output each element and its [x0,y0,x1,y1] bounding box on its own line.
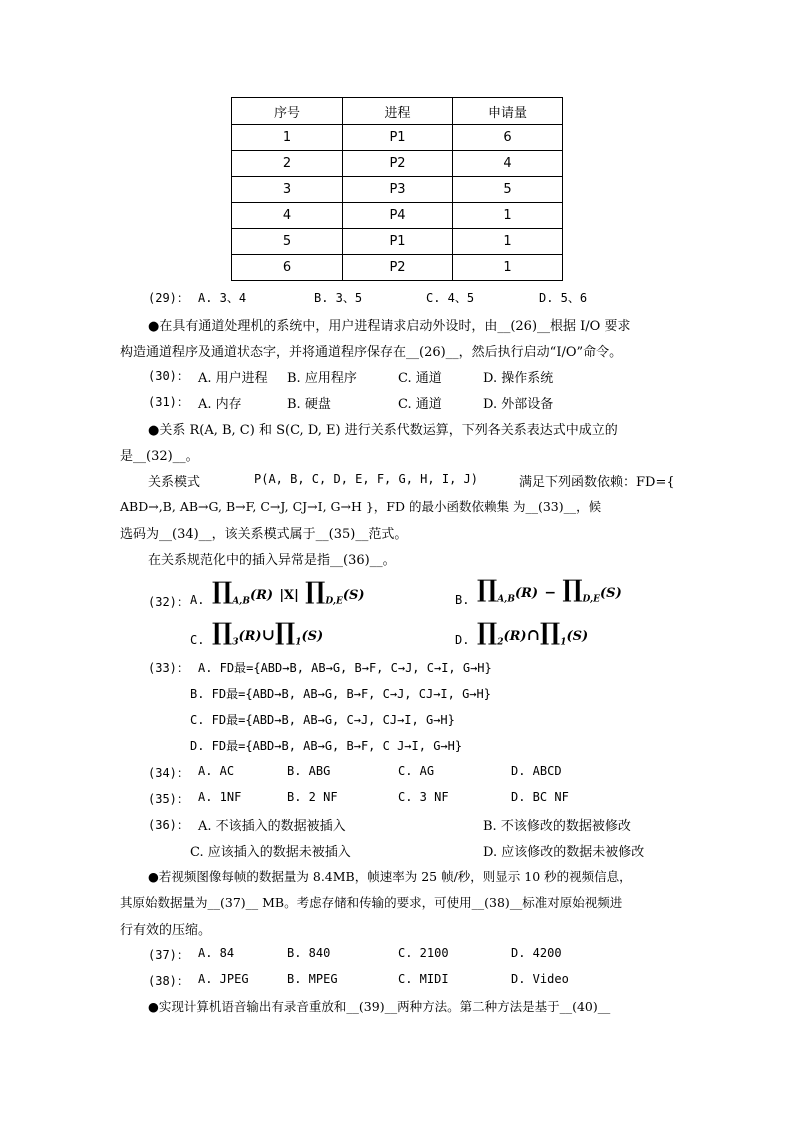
table-cell: 1 [453,229,563,255]
table-row [232,125,563,151]
union-operator: ∪ [261,625,275,644]
paragraph-line: 关系模式 [148,475,201,490]
table-header: 进程 [343,98,453,125]
option-a: A. AC [198,764,235,778]
table-row [232,177,563,203]
option-c: C. MIDI [398,972,449,986]
option-c: C. 3 NF [398,790,449,804]
formula-d: $\prod_2(R)\cap\prod_1(S)$ [477,617,589,648]
question-number: (29)： [148,291,189,305]
table-cell: P2 [343,151,453,177]
option-c: C. 2100 [398,946,449,960]
question-number: (31)： [148,395,189,409]
table-cell: 6 [232,255,343,281]
paragraph-line: 是__(32)__。 [120,449,199,464]
table-cell: 5 [453,177,563,203]
paragraph-line: ●实现计算机语音输出有录音重放和__(39)__两种方法。第二种方法是基于__(40)__ [148,999,611,1014]
option-a: A. 用户进程 [198,371,268,386]
option-b: B. MPEG [287,972,338,986]
option-b: B. 硬盘 [287,397,331,412]
option-c: C. FD最={ABD→B, AB→G, C→J, CJ→I, G→H} [190,713,455,727]
table-cell: 1 [453,255,563,281]
formula-b: $\prod_{A,B}(R)$ − $\prod_{D,E}(S)$ [477,574,622,605]
request-table [231,97,563,281]
option-b: B. 3、5 [314,291,363,305]
option-a: A. 3、4 [198,291,247,305]
option-a: A. FD最={ABD→B, AB→G, B→F, C→J, C→I, G→H} [198,661,492,675]
question-number: (30)： [148,369,189,383]
option-b: B. 不该修改的数据被修改 [483,819,631,834]
paragraph-line: 在关系规范化中的插入异常是指__(36)__。 [148,553,396,568]
paragraph-line: 其原始数据量为__(37)__ MB。考虑存储和传输的要求，可使用__(38)__标准对原始视频进 [120,895,623,910]
paragraph-line: 构造通道程序及通道状态字，并将通道程序保存在__(26)__，然后执行启动“I/O”命令。 [120,345,623,360]
option-c: C. 通道 [398,371,442,386]
option-d: D. 4200 [511,946,562,960]
table-row [232,151,563,177]
table-header: 申请量 [453,98,563,125]
table-cell: P1 [343,229,453,255]
table-row [232,255,563,281]
option-b-label: B. [455,593,470,607]
option-a-label: A. [190,593,205,607]
option-c: C. 4、5 [426,291,475,305]
option-a: A. 84 [198,946,235,960]
option-a: A. 不该插入的数据被插入 [198,819,346,834]
table-cell: 4 [232,203,343,229]
table-cell: P2 [343,255,453,281]
paragraph-line: ABD→,B, AB→G, B→F, C→J, CJ→I, G→H }，FD 的最小函数依赖集 为__(33)__，候 [120,499,602,514]
option-a: A. 内存 [198,397,242,412]
option-d: D. FD最={ABD→B, AB→G, B→F, C J→I, G→H} [190,739,463,753]
table-cell: 6 [453,125,563,151]
question-number: (38)： [148,974,189,988]
formula-c: $\prod_3(R)\cup\prod_1(S)$ [212,617,324,648]
join-operator: |X| [279,588,299,603]
schema-text: P(A, B, C, D, E, F, G, H, I, J) [254,472,478,486]
table-header: 序号 [232,98,343,125]
option-c: C. 通道 [398,397,442,412]
formula-a: $\prod_{A,B}(R)$ |X| $\prod_{D,E}(S)$ [212,576,365,607]
option-d: D. Video [511,972,569,986]
question-number: (35)： [148,792,189,806]
table-header-row [232,98,563,125]
question-number: (33)： [148,661,189,675]
option-c: C. AG [398,764,435,778]
option-d: D. 操作系统 [483,371,554,386]
question-number: (34)： [148,766,189,780]
paragraph-line: ●关系 R(A, B, C) 和 S(C, D, E) 进行关系代数运算，下列各关系表达式中成立的 [148,423,618,438]
question-number: (32)： [148,595,189,609]
paragraph-line: 行有效的压缩。 [120,923,212,938]
question-number: (37)： [148,948,189,962]
option-b: B. ABG [287,764,331,778]
option-d-label: D. [455,633,470,647]
table-cell: 2 [232,151,343,177]
paragraph-line: 满足下列函数依赖：FD={ [519,475,675,490]
table-cell: 5 [232,229,343,255]
minus-operator: − [544,585,557,601]
table-cell: P3 [343,177,453,203]
table-cell: 3 [232,177,343,203]
table-row [232,203,563,229]
option-a: A. JPEG [198,972,249,986]
table-cell: P4 [343,203,453,229]
option-a: A. 1NF [198,790,242,804]
option-b: B. 应用程序 [287,371,357,386]
option-d: D. 5、6 [539,291,588,305]
option-d: D. 应该修改的数据未被修改 [483,845,645,860]
option-d: D. 外部设备 [483,397,554,412]
question-number: (36)： [148,818,189,832]
table-cell: 4 [453,151,563,177]
paragraph-line: 选码为__(34)__，该关系模式属于__(35)__范式。 [120,527,408,542]
intersection-operator: ∩ [526,625,540,644]
option-b: B. FD最={ABD→B, AB→G, B→F, C→J, CJ→I, G→H} [190,687,491,701]
table-cell: 1 [453,203,563,229]
paragraph-line: ●若视频图像每帧的数据量为 8.4MB，帧速率为 25 帧/秒，则显示 10 秒的视频信息， [148,869,632,884]
paragraph-line: ●在具有通道处理机的系统中，用户进程请求启动外设时，由__(26)__根据 I/O 要求 [148,319,631,334]
table-cell: 1 [232,125,343,151]
option-d: D. ABCD [511,764,562,778]
option-d: D. BC NF [511,790,569,804]
option-c: C. 应该插入的数据未被插入 [190,845,351,860]
table-row [232,229,563,255]
table-cell: P1 [343,125,453,151]
option-b: B. 2 NF [287,790,338,804]
option-b: B. 840 [287,946,331,960]
option-c-label: C. [190,633,205,647]
